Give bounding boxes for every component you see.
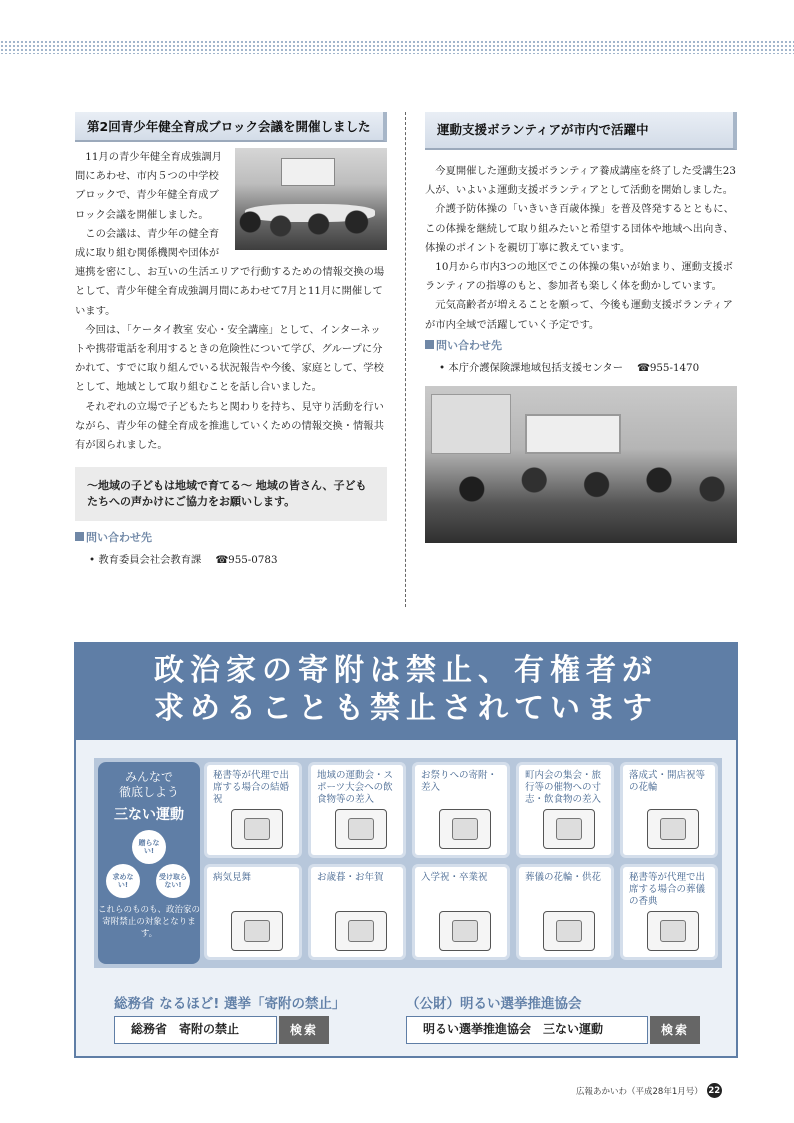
fruit-basket-icon: [231, 911, 283, 951]
paragraph: 今夏開催した運動支援ボランティア養成講座を終了した受講生23人が、いよいよ運動支援ボランティアとして活動を開始しました。: [425, 165, 736, 197]
funeral-wreath-icon: [543, 911, 595, 951]
square-bullet-icon: [425, 340, 434, 349]
sake-barrel-icon: [439, 809, 491, 849]
gift-icon: [335, 911, 387, 951]
bubble-dont-ask: 求めない!: [106, 864, 140, 898]
paragraph: 11月の青少年健全育成強調月間にあわせ、市内５つの中学校ブロックで、青少年健全育成ブロック会議を開催しました。: [75, 151, 222, 221]
search-button[interactable]: 検索: [650, 1016, 700, 1044]
school-bag-icon: [439, 911, 491, 951]
paragraph: 元気高齢者が増えることを願って、今後も運動支援ボランティアが市内全域で活躍していく予定です。: [425, 299, 733, 331]
phone-number: ☎955-1470: [637, 361, 700, 374]
example-card: 落成式・開店祝等の花輪: [620, 762, 718, 858]
gift-box-icon: [543, 809, 595, 849]
meeting-photo: [235, 148, 387, 250]
article-heading: 運動支援ボランティアが市内で活躍中: [425, 112, 737, 150]
article-youth-block-meeting: [75, 112, 387, 566]
example-card: 葬儀の花輪・供花: [516, 864, 614, 960]
exercise-class-photo: [425, 386, 737, 543]
lunchbox-icon: [335, 809, 387, 849]
contact-info: • 教育委員会社会教育課 ☎955-0783: [89, 554, 278, 567]
example-card: お祭りへの寄附・差入: [412, 762, 510, 858]
contact-info: • 本庁介護保険課地域包括支援センター ☎955-1470: [439, 361, 700, 374]
article-exercise-volunteers: [425, 112, 737, 543]
condolence-envelope-icon: [647, 911, 699, 951]
paragraph: それぞれの立場で子どもたちと関わりを持ち、見守り活動を行いながら、青少年の健全育成を推進していくための情報交換・情報共有が図られました。: [75, 400, 384, 452]
contact-heading: 問い合わせ先: [425, 337, 737, 353]
article-body: [425, 162, 737, 335]
phone-number: ☎955-0783: [215, 554, 278, 567]
contact-heading: 問い合わせ先: [75, 529, 387, 545]
paragraph: 介護予防体操の「いきいき百歳体操」を普及啓発するとともに、この体操を継続して取り組みたいと希望する団体や地域へ出向き、体操のポイントを親切丁寧に教えています。: [425, 203, 734, 254]
paragraph: 今回は、「ケータイ教室 安心・安全講座」として、インターネットや携帯電話を利用するときの危険性について学び、グループに分かれて、すでに取り組んでいる状況報告や今後、家庭として、学校として、地域として取り組むことを話し合いました。: [75, 323, 384, 394]
bubble-dont-accept: 受け取らない!: [156, 864, 190, 898]
example-card: お歳暮・お年賀: [308, 864, 406, 960]
bubble-dont-give: 贈らない!: [132, 830, 166, 864]
three-no-campaign-panel: みんなで 徹底しよう 三ない運動 贈らない! 求めない! 受け取らない! これらのものも、政治家の寄附禁止の対象となります。: [98, 762, 200, 964]
envelope-icon: [231, 809, 283, 849]
example-card: 病気見舞: [204, 864, 302, 960]
example-card: 町内会の集会・旅行等の催物への寸志・飲食物の差入: [516, 762, 614, 858]
search-box-left: 総務省 寄附の禁止: [114, 1016, 277, 1044]
example-card: 秘書等が代理で出席する場合の結婚祝: [204, 762, 302, 858]
examples-grid: [94, 758, 722, 968]
square-bullet-icon: [75, 532, 84, 541]
article-body: [75, 148, 387, 455]
mic-source-label: 総務省 なるほど! 選挙「寄附の禁止」: [114, 996, 346, 1012]
search-button[interactable]: 検索: [279, 1016, 329, 1044]
page-number: 22: [707, 1083, 722, 1098]
callout-box: ～地域の子どもは地域で育てる～ 地域の皆さん、子どもたちへの声かけにご協力をお願いします。: [75, 467, 387, 521]
example-card: 地域の運動会・スポーツ大会への飲食物等の差入: [308, 762, 406, 858]
association-label: （公財）明るい選挙推進協会: [406, 996, 582, 1012]
flower-wreath-icon: [647, 809, 699, 849]
decorative-dotted-band: [0, 40, 794, 54]
example-card: 入学祝・卒業祝: [412, 864, 510, 960]
publication-name: 広報あかいわ（平成28年1月号）: [576, 1086, 703, 1097]
paragraph: 10月から市内3つの地区でこの体操の集いが始まり、運動支援ボランティアの指導のもと、参加者も楽しく体を動かしています。: [425, 261, 733, 293]
donation-ban-banner: [74, 642, 738, 1058]
banner-title: 政治家の寄附は禁止、有権者が 求めることも禁止されています: [76, 644, 736, 740]
article-heading: 第2回青少年健全育成ブロック会議を開催しました: [75, 112, 387, 142]
column-divider: [405, 112, 406, 607]
paragraph: この会議は、青少年の健全育成に取り組む関係機関や団体が連携を密にし、お互いの生活エリアで行動するための情報交換の場として、青少年健全育成強調月間にあわせて7月と11月に開催しています。: [75, 227, 385, 317]
page-footer: [576, 1083, 722, 1098]
search-box-right: 明るい選挙推進協会 三ない運動: [406, 1016, 648, 1044]
example-card: 秘書等が代理で出席する場合の葬儀の香典: [620, 864, 718, 960]
